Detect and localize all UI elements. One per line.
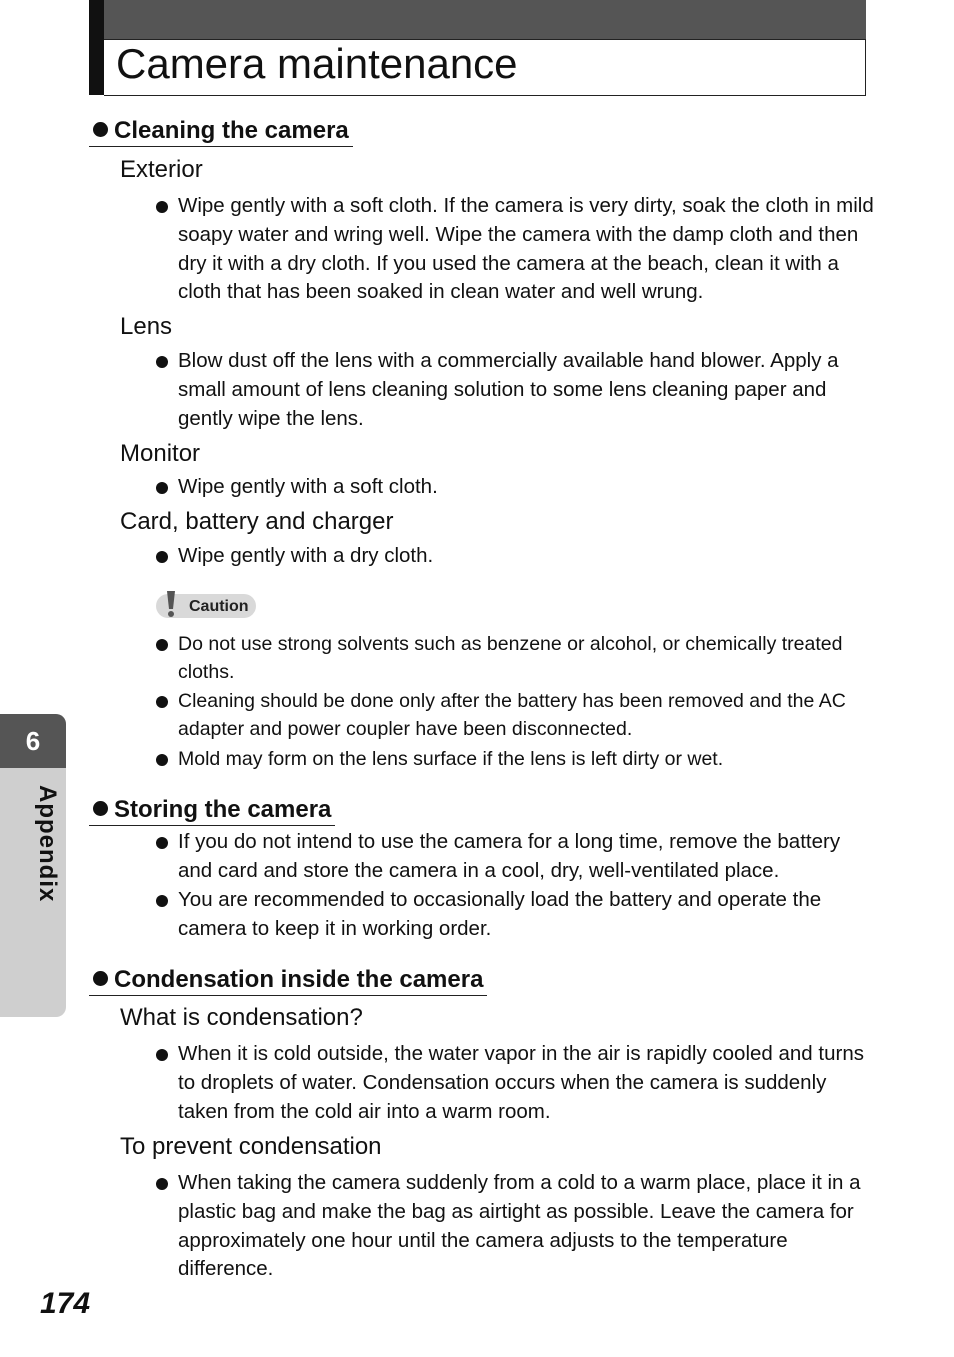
caution-bullet-battery-removed: Cleaning should be done only after the battery has been removed and the AC adapter and power coupler have been disconnected. [178, 688, 878, 743]
caution-bullet-solvents: Do not use strong solvents such as benzene or alcohol, or chemically treated cloths. [178, 631, 878, 686]
section-heading-condensation-label: Condensation inside the camera [114, 966, 484, 993]
subheading-monitor: Monitor [120, 440, 201, 467]
bullet-storing-long-time: If you do not intend to use the camera for a long time, remove the battery and card and store the camera in a cool, dry, well-ventilated place. [178, 828, 878, 886]
subheading-prevent-condensation: To prevent condensation [120, 1133, 382, 1160]
page-title: Camera maintenance [116, 40, 518, 87]
caution-exclamation-icon [160, 590, 182, 618]
heading-bullet-icon [93, 971, 108, 986]
section-heading-cleaning-label: Cleaning the camera [114, 117, 349, 144]
bullet-card-battery-charger: Wipe gently with a dry cloth. [178, 542, 878, 571]
subheading-card-battery-charger: Card, battery and charger [120, 508, 394, 535]
title-left-bar [89, 0, 104, 95]
bullet-storing-operate: You are recommended to occasionally load the battery and operate the camera to keep it in working order. [178, 886, 878, 944]
section-heading-storing [89, 796, 335, 826]
bullet-what-is-condensation: When it is cold outside, the water vapor in the air is rapidly cooled and turns to droplets of water. Condensation occurs when the camera is suddenly taken from the cold air into a warm room. [178, 1040, 878, 1126]
section-heading-storing-label: Storing the camera [114, 796, 332, 823]
side-tab-label: Appendix [34, 785, 61, 903]
subheading-lens: Lens [120, 313, 173, 340]
section-heading-cleaning [89, 117, 353, 147]
caution-label: Caution [189, 598, 249, 615]
subheading-exterior: Exterior [120, 156, 203, 183]
bullet-monitor: Wipe gently with a soft cloth. [178, 473, 878, 502]
bullet-prevent-condensation: When taking the camera suddenly from a cold to a warm place, place it in a plastic bag and make the bag as airtight as possible. Leave the camera for approximately one hour until the camera adjusts to the temperature difference. [178, 1169, 878, 1284]
heading-bullet-icon [93, 801, 108, 816]
caution-bullet-mold: Mold may form on the lens surface if the lens is left dirty or wet. [178, 746, 878, 774]
subheading-what-is-condensation: What is condensation? [120, 1004, 363, 1031]
heading-bullet-icon [93, 122, 108, 137]
title-top-bar [89, 0, 866, 39]
chapter-number: 6 [25, 726, 41, 756]
bullet-lens: Blow dust off the lens with a commercially available hand blower. Apply a small amount of lens cleaning solution to some lens cleaning paper and gently wipe the lens. [178, 347, 878, 433]
page-number: 174 [40, 1287, 91, 1320]
bullet-exterior: Wipe gently with a soft cloth. If the camera is very dirty, soak the cloth in mild soapy water and wring well. Wipe the camera with the damp cloth and then dry it with a dry cloth. If you used the camera at the beach, clean it with a cloth that has been soaked in clean water and well wrung. [178, 192, 878, 307]
section-heading-condensation [89, 966, 487, 996]
